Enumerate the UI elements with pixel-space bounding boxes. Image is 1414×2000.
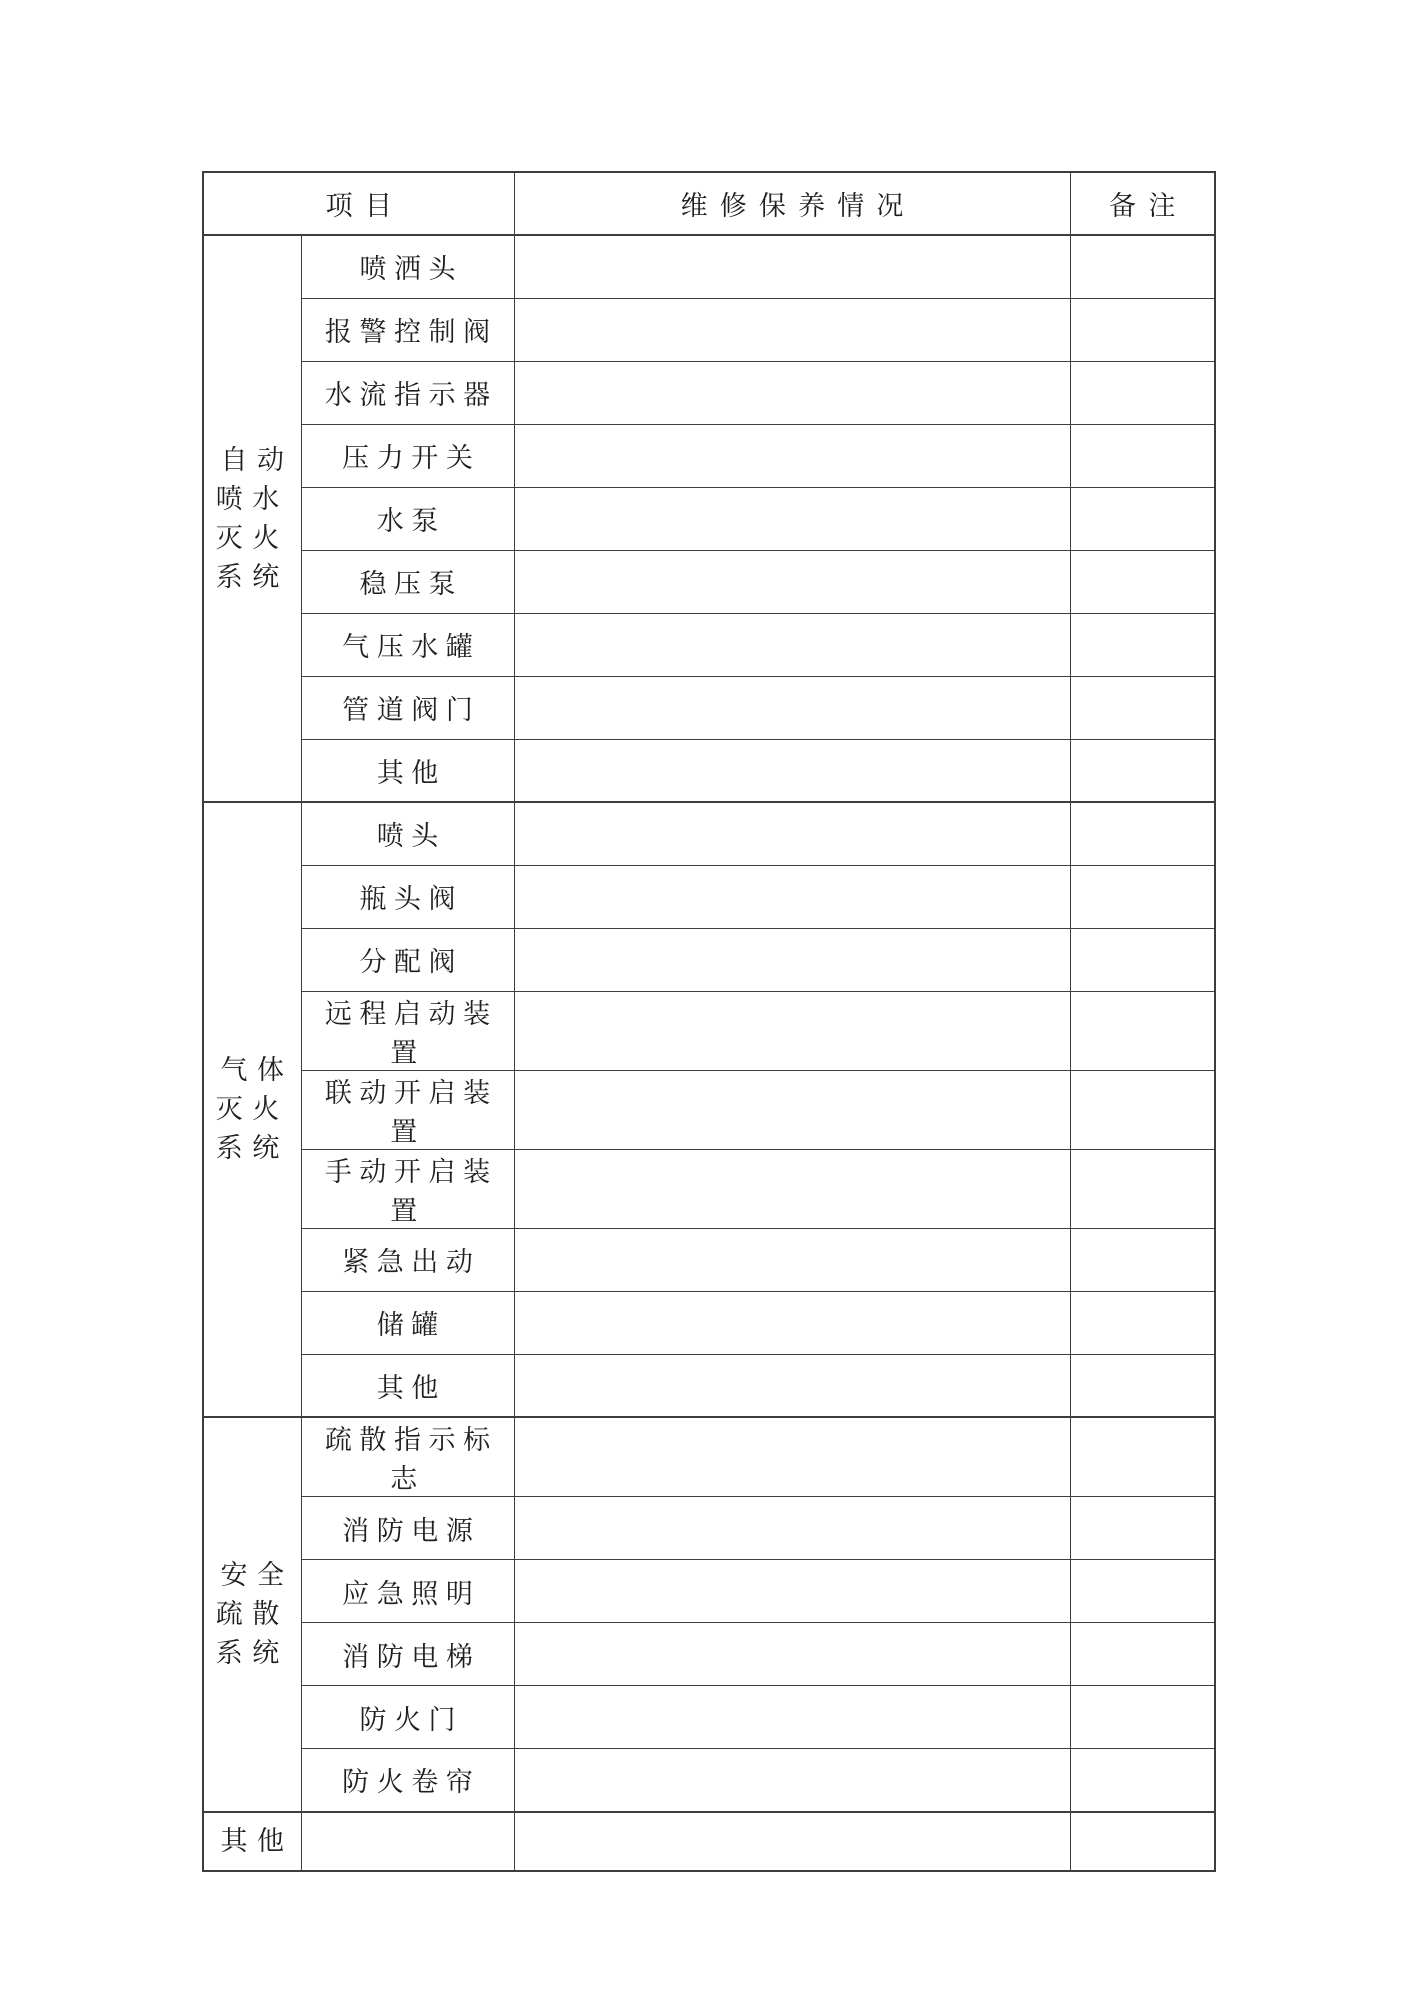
remarks-entry-cell	[1070, 550, 1215, 613]
table-row	[203, 235, 1215, 298]
maintenance-entry-cell	[514, 1070, 1070, 1149]
remarks-entry-cell	[1070, 802, 1215, 865]
table-row	[203, 1228, 1215, 1291]
remarks-entry-cell	[1070, 487, 1215, 550]
table-row	[203, 298, 1215, 361]
table-body	[203, 235, 1215, 1871]
item-label-cell	[301, 1812, 514, 1871]
item-label-cell: 疏散指示标志	[301, 1417, 514, 1497]
item-label-cell: 其他	[301, 739, 514, 802]
remarks-entry-cell	[1070, 1623, 1215, 1686]
remarks-entry-cell	[1070, 1812, 1215, 1871]
group-label-gas-extinguishing-system: 气体 灭火 系统	[203, 802, 301, 1417]
table-row	[203, 1149, 1215, 1228]
remarks-entry-cell	[1070, 1149, 1215, 1228]
item-label-cell: 喷洒头	[301, 235, 514, 298]
maintenance-entry-cell	[514, 235, 1070, 298]
maintenance-entry-cell	[514, 802, 1070, 865]
item-label-cell: 防火门	[301, 1686, 514, 1749]
table-row	[203, 676, 1215, 739]
header-row	[203, 172, 1215, 235]
table-row	[203, 613, 1215, 676]
table-row	[203, 928, 1215, 991]
item-label-cell: 手动开启装置	[301, 1149, 514, 1228]
item-label-cell: 储罐	[301, 1291, 514, 1354]
table-row-other	[203, 1812, 1215, 1871]
table-row	[203, 1686, 1215, 1749]
remarks-entry-cell	[1070, 928, 1215, 991]
maintenance-entry-cell	[514, 1149, 1070, 1228]
table-row	[203, 1070, 1215, 1149]
item-label-cell: 报警控制阀	[301, 298, 514, 361]
item-label-cell: 防火卷帘	[301, 1749, 514, 1812]
item-label-cell: 紧急出动	[301, 1228, 514, 1291]
item-label-cell: 水流指示器	[301, 361, 514, 424]
maintenance-entry-cell	[514, 550, 1070, 613]
item-label-cell: 应急照明	[301, 1560, 514, 1623]
maintenance-entry-cell	[514, 424, 1070, 487]
item-label-cell: 联动开启装置	[301, 1070, 514, 1149]
maintenance-entry-cell	[514, 739, 1070, 802]
group-label-auto-sprinkler-system: 自动 喷水 灭火 系统	[203, 235, 301, 802]
table-row	[203, 739, 1215, 802]
maintenance-entry-cell	[514, 613, 1070, 676]
group-label-safety-evacuation-system: 安全 疏散 系统	[203, 1417, 301, 1812]
remarks-entry-cell	[1070, 1417, 1215, 1497]
maintenance-entry-cell	[514, 298, 1070, 361]
remarks-entry-cell	[1070, 1228, 1215, 1291]
table-row	[203, 1560, 1215, 1623]
item-label-cell: 其他	[301, 1354, 514, 1417]
header-item: 项目	[203, 172, 514, 235]
remarks-entry-cell	[1070, 1070, 1215, 1149]
item-label-cell: 消防电梯	[301, 1623, 514, 1686]
table-row	[203, 487, 1215, 550]
remarks-entry-cell	[1070, 1686, 1215, 1749]
item-label-cell: 稳压泵	[301, 550, 514, 613]
item-label-cell: 远程启动装置	[301, 991, 514, 1070]
remarks-entry-cell	[1070, 1354, 1215, 1417]
remarks-entry-cell	[1070, 1497, 1215, 1560]
item-label-cell: 瓶头阀	[301, 865, 514, 928]
remarks-entry-cell	[1070, 739, 1215, 802]
group-label-other: 其他	[203, 1812, 301, 1871]
remarks-entry-cell	[1070, 865, 1215, 928]
maintenance-entry-cell	[514, 676, 1070, 739]
maintenance-entry-cell	[514, 1497, 1070, 1560]
table-row	[203, 1749, 1215, 1812]
item-label-cell: 消防电源	[301, 1497, 514, 1560]
remarks-entry-cell	[1070, 1749, 1215, 1812]
maintenance-entry-cell	[514, 865, 1070, 928]
maintenance-entry-cell	[514, 1354, 1070, 1417]
table-row	[203, 991, 1215, 1070]
item-label-cell: 气压水罐	[301, 613, 514, 676]
maintenance-entry-cell	[514, 991, 1070, 1070]
item-label-cell: 喷头	[301, 802, 514, 865]
remarks-entry-cell	[1070, 298, 1215, 361]
maintenance-entry-cell	[514, 1417, 1070, 1497]
remarks-entry-cell	[1070, 991, 1215, 1070]
maintenance-entry-cell	[514, 361, 1070, 424]
remarks-entry-cell	[1070, 424, 1215, 487]
remarks-entry-cell	[1070, 361, 1215, 424]
maintenance-entry-cell	[514, 1749, 1070, 1812]
maintenance-entry-cell	[514, 1812, 1070, 1871]
table-row	[203, 1354, 1215, 1417]
table-row	[203, 550, 1215, 613]
item-label-cell: 水泵	[301, 487, 514, 550]
item-label-cell: 分配阀	[301, 928, 514, 991]
remarks-entry-cell	[1070, 235, 1215, 298]
table-row	[203, 865, 1215, 928]
header-maintenance: 维修保养情况	[514, 172, 1070, 235]
maintenance-entry-cell	[514, 1291, 1070, 1354]
remarks-entry-cell	[1070, 1291, 1215, 1354]
maintenance-entry-cell	[514, 1686, 1070, 1749]
remarks-entry-cell	[1070, 676, 1215, 739]
header-remarks: 备注	[1070, 172, 1215, 235]
table-row	[203, 1497, 1215, 1560]
item-label-cell: 压力开关	[301, 424, 514, 487]
table-row	[203, 361, 1215, 424]
table-row	[203, 802, 1215, 865]
maintenance-entry-cell	[514, 487, 1070, 550]
table-row	[203, 1623, 1215, 1686]
table-row	[203, 424, 1215, 487]
maintenance-entry-cell	[514, 1560, 1070, 1623]
maintenance-entry-cell	[514, 928, 1070, 991]
remarks-entry-cell	[1070, 613, 1215, 676]
table-row	[203, 1417, 1215, 1497]
maintenance-entry-cell	[514, 1228, 1070, 1291]
maintenance-record-table	[202, 171, 1216, 1872]
remarks-entry-cell	[1070, 1560, 1215, 1623]
item-label-cell: 管道阀门	[301, 676, 514, 739]
table-row	[203, 1291, 1215, 1354]
maintenance-entry-cell	[514, 1623, 1070, 1686]
